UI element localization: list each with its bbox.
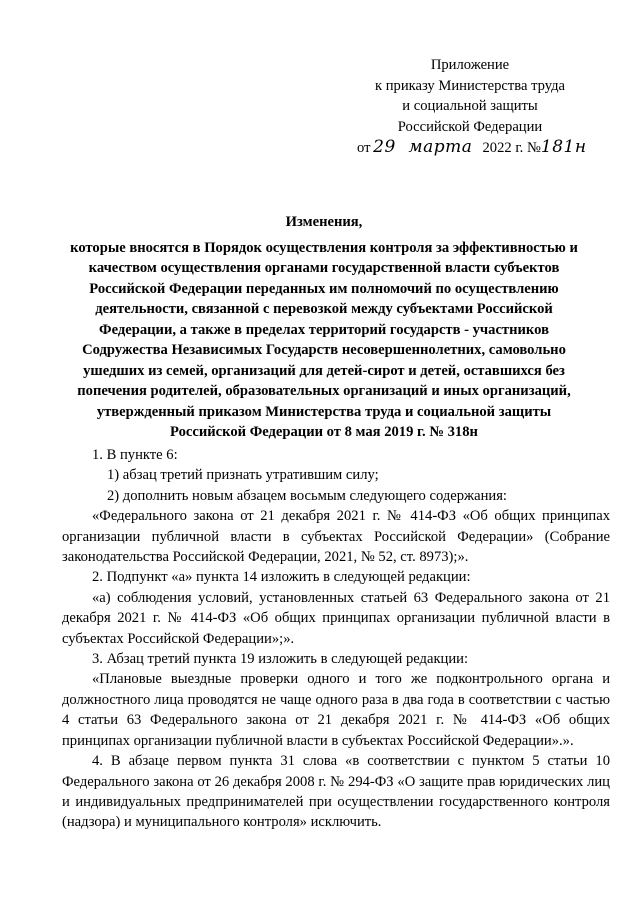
title-heading: Изменения, bbox=[285, 214, 363, 230]
document-title bbox=[70, 212, 578, 443]
document-body bbox=[62, 445, 610, 833]
paragraph-1-item-1: 1) абзац третий признать утратившим силу; bbox=[107, 467, 379, 484]
paragraph-2-quote: «а) соблюдения условий, установленных статьей 63 Федерального закона от 21 декабря 2021 г. № 414-ФЗ «Об общих принципах организации публичной власти в субъектах Российской Федерации»;». bbox=[62, 589, 610, 647]
appendix-line-social: и социальной защиты bbox=[402, 98, 538, 114]
paragraph-1-quote: «Федерального закона от 21 декабря 2021 г. № 414-ФЗ «Об общих принципах организации публичной власти в субъектах Российской Федерации» (Собрание законодательства Российской Федерации, 2021, № 52, ст. 8973);». bbox=[62, 508, 610, 566]
order-year-text: 2022 г. № bbox=[482, 140, 541, 156]
paragraph-3: 3. Абзац третий пункта 19 изложить в следующей редакции: bbox=[92, 651, 469, 668]
order-date-line bbox=[355, 137, 585, 159]
appendix-label: Приложение bbox=[430, 57, 510, 73]
paragraph-1: 1. В пункте 6: bbox=[92, 447, 178, 463]
order-prefix: от bbox=[357, 140, 371, 156]
paragraph-1-item-2: 2) дополнить новым абзацем восьмым следующего содержания: bbox=[107, 487, 507, 504]
appendix-line-federation: Российской Федерации bbox=[397, 118, 543, 135]
order-month-handwritten: марта bbox=[408, 137, 473, 157]
appendix-header bbox=[355, 55, 585, 159]
paragraph-2: 2. Подпункт «а» пункта 14 изложить в следующей редакции: bbox=[92, 569, 471, 586]
order-number-handwritten: 181н bbox=[540, 137, 587, 157]
order-day-handwritten: 29 bbox=[373, 137, 396, 157]
title-text: которые вносятся в Порядок осуществления контроля за эффективностью и качеством осуществления органами государственной власти субъектов Российской Федерации переданных им полномочий по осуществлению деятельности, связанной с перевозкой между субъектами Российской Федерации, а также в пределах территорий государств - участников Содружества Независимых Государств несовершеннолетних, самовольно ушедших из семей, организаций для детей-сирот и детей, оставшихся без попечения родителей, образовательных организаций и иных организаций, утвержденный приказом Министерства труда и социальной защиты Российской Федерации от 8 мая 2019 г. № 318н bbox=[70, 239, 578, 440]
paragraph-3-quote: «Плановые выездные проверки одного и того же подконтрольного органа и должностного лица проводятся не чаще одного раза в два года в соответствии с частью 4 статьи 63 Федерального закона от 21 декабря 2021 г. № 414-ФЗ «Об общих принципах организации публичной власти в субъектах Российской Федерации».». bbox=[62, 671, 610, 749]
paragraph-4: 4. В абзаце первом пункта 31 слова «в соответствии с пунктом 5 статьи 10 Федерального закона от 26 декабря 2008 г. № 294-ФЗ «О защите прав юридических лиц и индивидуальных предпринимателей при осуществлении государственного контроля (надзора) и муниципального контроля» исключить. bbox=[62, 753, 610, 831]
appendix-line-ministry: к приказу Министерства труда bbox=[374, 77, 566, 94]
